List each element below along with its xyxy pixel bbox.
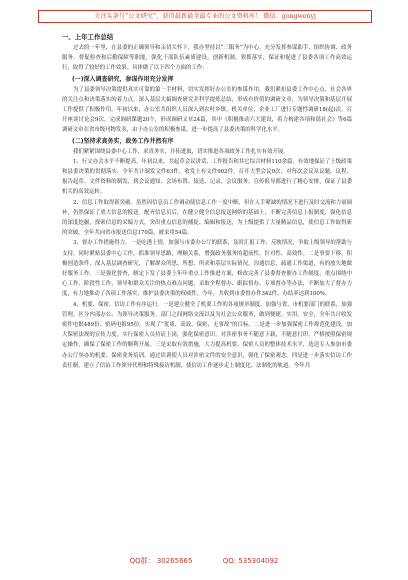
affairs-intro-paragraph: 我们紧紧围绕县委中心工作，求真务实，开拓进取，切实推进各项政务工作扎实有效开展。 [73, 148, 289, 155]
subsection-heading-research: (一)深入调查研究，参谋作用充分发挥 [72, 75, 174, 83]
footer-qq: QQ: 535304092 [222, 557, 279, 565]
item-paragraph-information: 2、信息工作取得新突破。虽然因信息员工作调动使信息工作一度中断，但在人手紧缺的情况下进行及时交流和力量调补，仍然保证了重大信息的报送。配齐信息员后，在健立健全信息报送网络的基础上，不断完善信息上报制度，强化信息的深度挖掘，探索信息的采编方式，突出重点信息的捕捉、编辑和报送，为上级提供了大量精品信息，使信息工作取得新的突破，全年共向省市报送信息170篇，被采用54篇。 [62, 199, 352, 237]
subsection-heading-affairs: (二)坚持求真务实，政务工作井然有序 [72, 137, 174, 145]
section-heading: 一、上年工作总结 [62, 33, 114, 41]
research-paragraph: 为了县委领导决策提供真实可靠的第一手材料，切实发挥好办公室的参谋作用，我们紧扣县委工作中心点、社会各界的关注点和决策落实的着力点，深入基层大搞调查研究并科学提炼总结，形成有价值的调研文章，为领导决策和基层开展工作提供了积极作用。年初以来，办公室共组织人员深入到农村乡镇、机关单位、企业工厂进行专题性调研18(起)次，召开座谈讨论会9次，完成调研课题20个，形成调研文章24篇，其中《积极推动六大建设，着力构建各项和谐社会》等6篇调研文章在省市级刊物发表，由于办公室的积极参谋，进一步提高了县委决策的科学化水平。 [62, 86, 352, 134]
footer-qq-group: QQ群： 30265665 [129, 557, 193, 565]
intro-paragraph: 过去的一年里，在县委的正确领导和亲切关怀下，我办坚持以“三服务”为中心，充分发挥参谋助手、组织协调、政务服务、督促检查和后勤保障等职能，强化干部队伍素质建设，创新机制，狠抓落实，保证和促进了县委各项工作高效运行，取得了较好的工作效果。具体做了以下四个方面的工作： [62, 45, 352, 72]
item-paragraph-confidential: 4、机要、保密、信访工作有序运行。一是建立健全了机要工作的各项规章制度，加强与省、市机要部门的联系，加强管理，区分内部办公、为领导决策服务、部门之间网络交流以及为社会公众服务，做到便捷、实用、安全，全年共计收发密件电报489份、密码电报95份。实现了“优质、高效、保密、无事故”的目标。二是进一步加强保密工作规范化建设，加大保密法规的宣传力度。实行保密人员持证上岗，强化保密意识，对涉密事务不随意下载，不随意打印，严格按照保密规定操作，确保了保密工作的顺利开展。三是采取有效措施，大力提高机要、保密人员的整体技术水平，选送专人参加市委办公厅举办的机要、保密业务培训，通过培训使人员对涉密文件的安全意识，强化了保密观念。四是进一步落实信访工作责任制，建立了信访工作领导代理和特殊接访机制，使信访工作逐步走上制度化、法制化的轨道。今年共 [62, 301, 352, 369]
item-paragraph-supervision: 3、督办工作措施得力。一是吃透上情，加强与市委办公厅的联系，及时汇报工作、反映情况，争取上级领导的帮助与支持，同时紧贴县委中心工作，抓准领导思路，理顺关系，增强政务服务的超前性、针对性、高效性。二是事要下移，积极创造条件，深入基层调查研究，了解群众所思、所想、所求和基层实际情况，沟通信息，疏通工作渠道，有的放矢地做好服务工作。三是强化督查，制定下发了县委上年年重点工作推进方案，修改完善了县委督查催办工作制度，重点围绕中心工作、阶段性工作、领导和群众关注的热点难点问题，采取全程督办、跟踪督办、专项督办等办法，不断加大了督办力度，有力地推动了各项工作落实，维护县委决策的权威性。今年，共收到市委督办件342件，办结率达到100%。 [62, 240, 352, 298]
item-paragraph-writing: 1、行文办会水平不断提高。年初以来，共起草会议讲话、工作报告和其它综合材料110余篇，有效地保证了上级政策和县委决策的贯彻落实。全年共计制发文件63件，收发上有文件902件，召开大型会议9次；对每次会议从议题、议程、报告起草、文件资料的制发、到会议通知、会场布置、接送、记录、会议服务、宣传报导都进行了精心安排，保证了县委机关的高效运转。 [62, 158, 352, 196]
document-body [62, 32, 352, 371]
promo-banner[interactable]: 关注头条号“公文研究”，获得最新最全最专业的公文资料库！ 微信：gongwenyj [38, 10, 372, 23]
page-footer [0, 556, 408, 566]
